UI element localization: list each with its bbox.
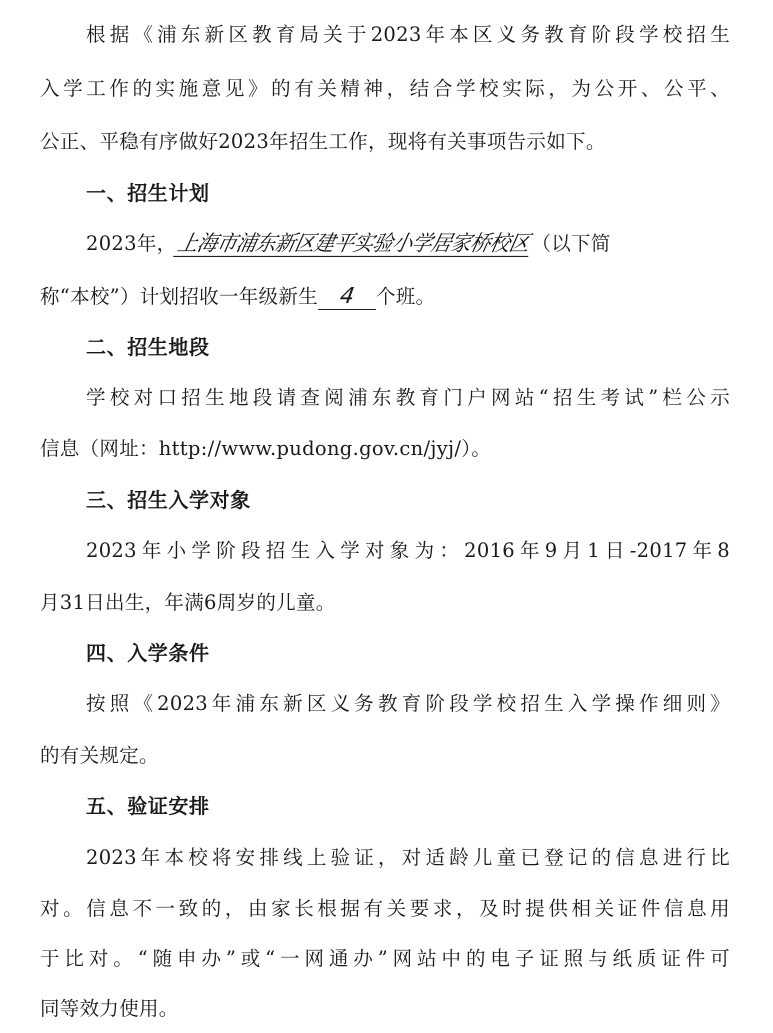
section1-line2-suffix: 个班。 — [375, 285, 436, 308]
section2-line-2: 信息（网址：http://www.pudong.gov.cn/jyj/）。 — [40, 437, 492, 460]
section-heading-enrollment-zone: 二、招生地段 — [86, 335, 210, 359]
section3-line-2: 月31日出生，年满6周岁的儿童。 — [40, 591, 336, 614]
section5-line-4: 同等效力使用。 — [40, 997, 179, 1020]
handwritten-school-name: 上海市浦东新区建平实验小学居家桥校区 — [174, 230, 535, 257]
section1-line1-suffix: （以下简 — [531, 232, 611, 255]
section-heading-enrollment-target: 三、招生入学对象 — [86, 488, 251, 512]
handwritten-class-count: 4 — [337, 284, 357, 309]
section1-line-1 — [86, 229, 730, 259]
section3-line-1: 2023年小学阶段招生入学对象为：2016年9月1日-2017年8 — [86, 539, 730, 562]
intro-line-2: 入学工作的实施意见》的有关精神，结合学校实际，为公开、公平、 — [40, 77, 730, 100]
section5-line-3: 于比对。“随申办”或“一网通办”网站中的电子证照与纸质证件可 — [40, 947, 730, 970]
intro-line-1: 根据《浦东新区教育局关于2023年本区义务教育阶段学校招生 — [86, 23, 730, 46]
section-heading-enrollment-plan: 一、招生计划 — [86, 181, 210, 205]
section1-line-2 — [40, 282, 730, 312]
section4-line-2: 的有关规定。 — [40, 744, 159, 767]
section4-line-1: 按照《2023年浦东新区义务教育阶段学校招生入学操作细则》 — [86, 692, 730, 715]
section1-year-prefix: 2023年， — [86, 232, 177, 255]
section5-line-1: 2023年本校将安排线上验证，对适龄儿童已登记的信息进行比 — [86, 846, 730, 869]
section5-line-2: 对。信息不一致的，由家长根据有关要求，及时提供相关证件信息用 — [40, 897, 730, 920]
section-heading-admission-conditions: 四、入学条件 — [86, 641, 210, 665]
section1-line2-prefix: 称“本校”）计划招收一年级新生 — [40, 285, 318, 308]
class-count-blank — [318, 285, 376, 310]
section2-line-1: 学校对口招生地段请查阅浦东教育门户网站“招生考试”栏公示 — [86, 386, 730, 409]
section-heading-verification: 五、验证安排 — [86, 794, 210, 818]
intro-line-3: 公正、平稳有序做好2023年招生工作，现将有关事项告示如下。 — [40, 130, 606, 153]
